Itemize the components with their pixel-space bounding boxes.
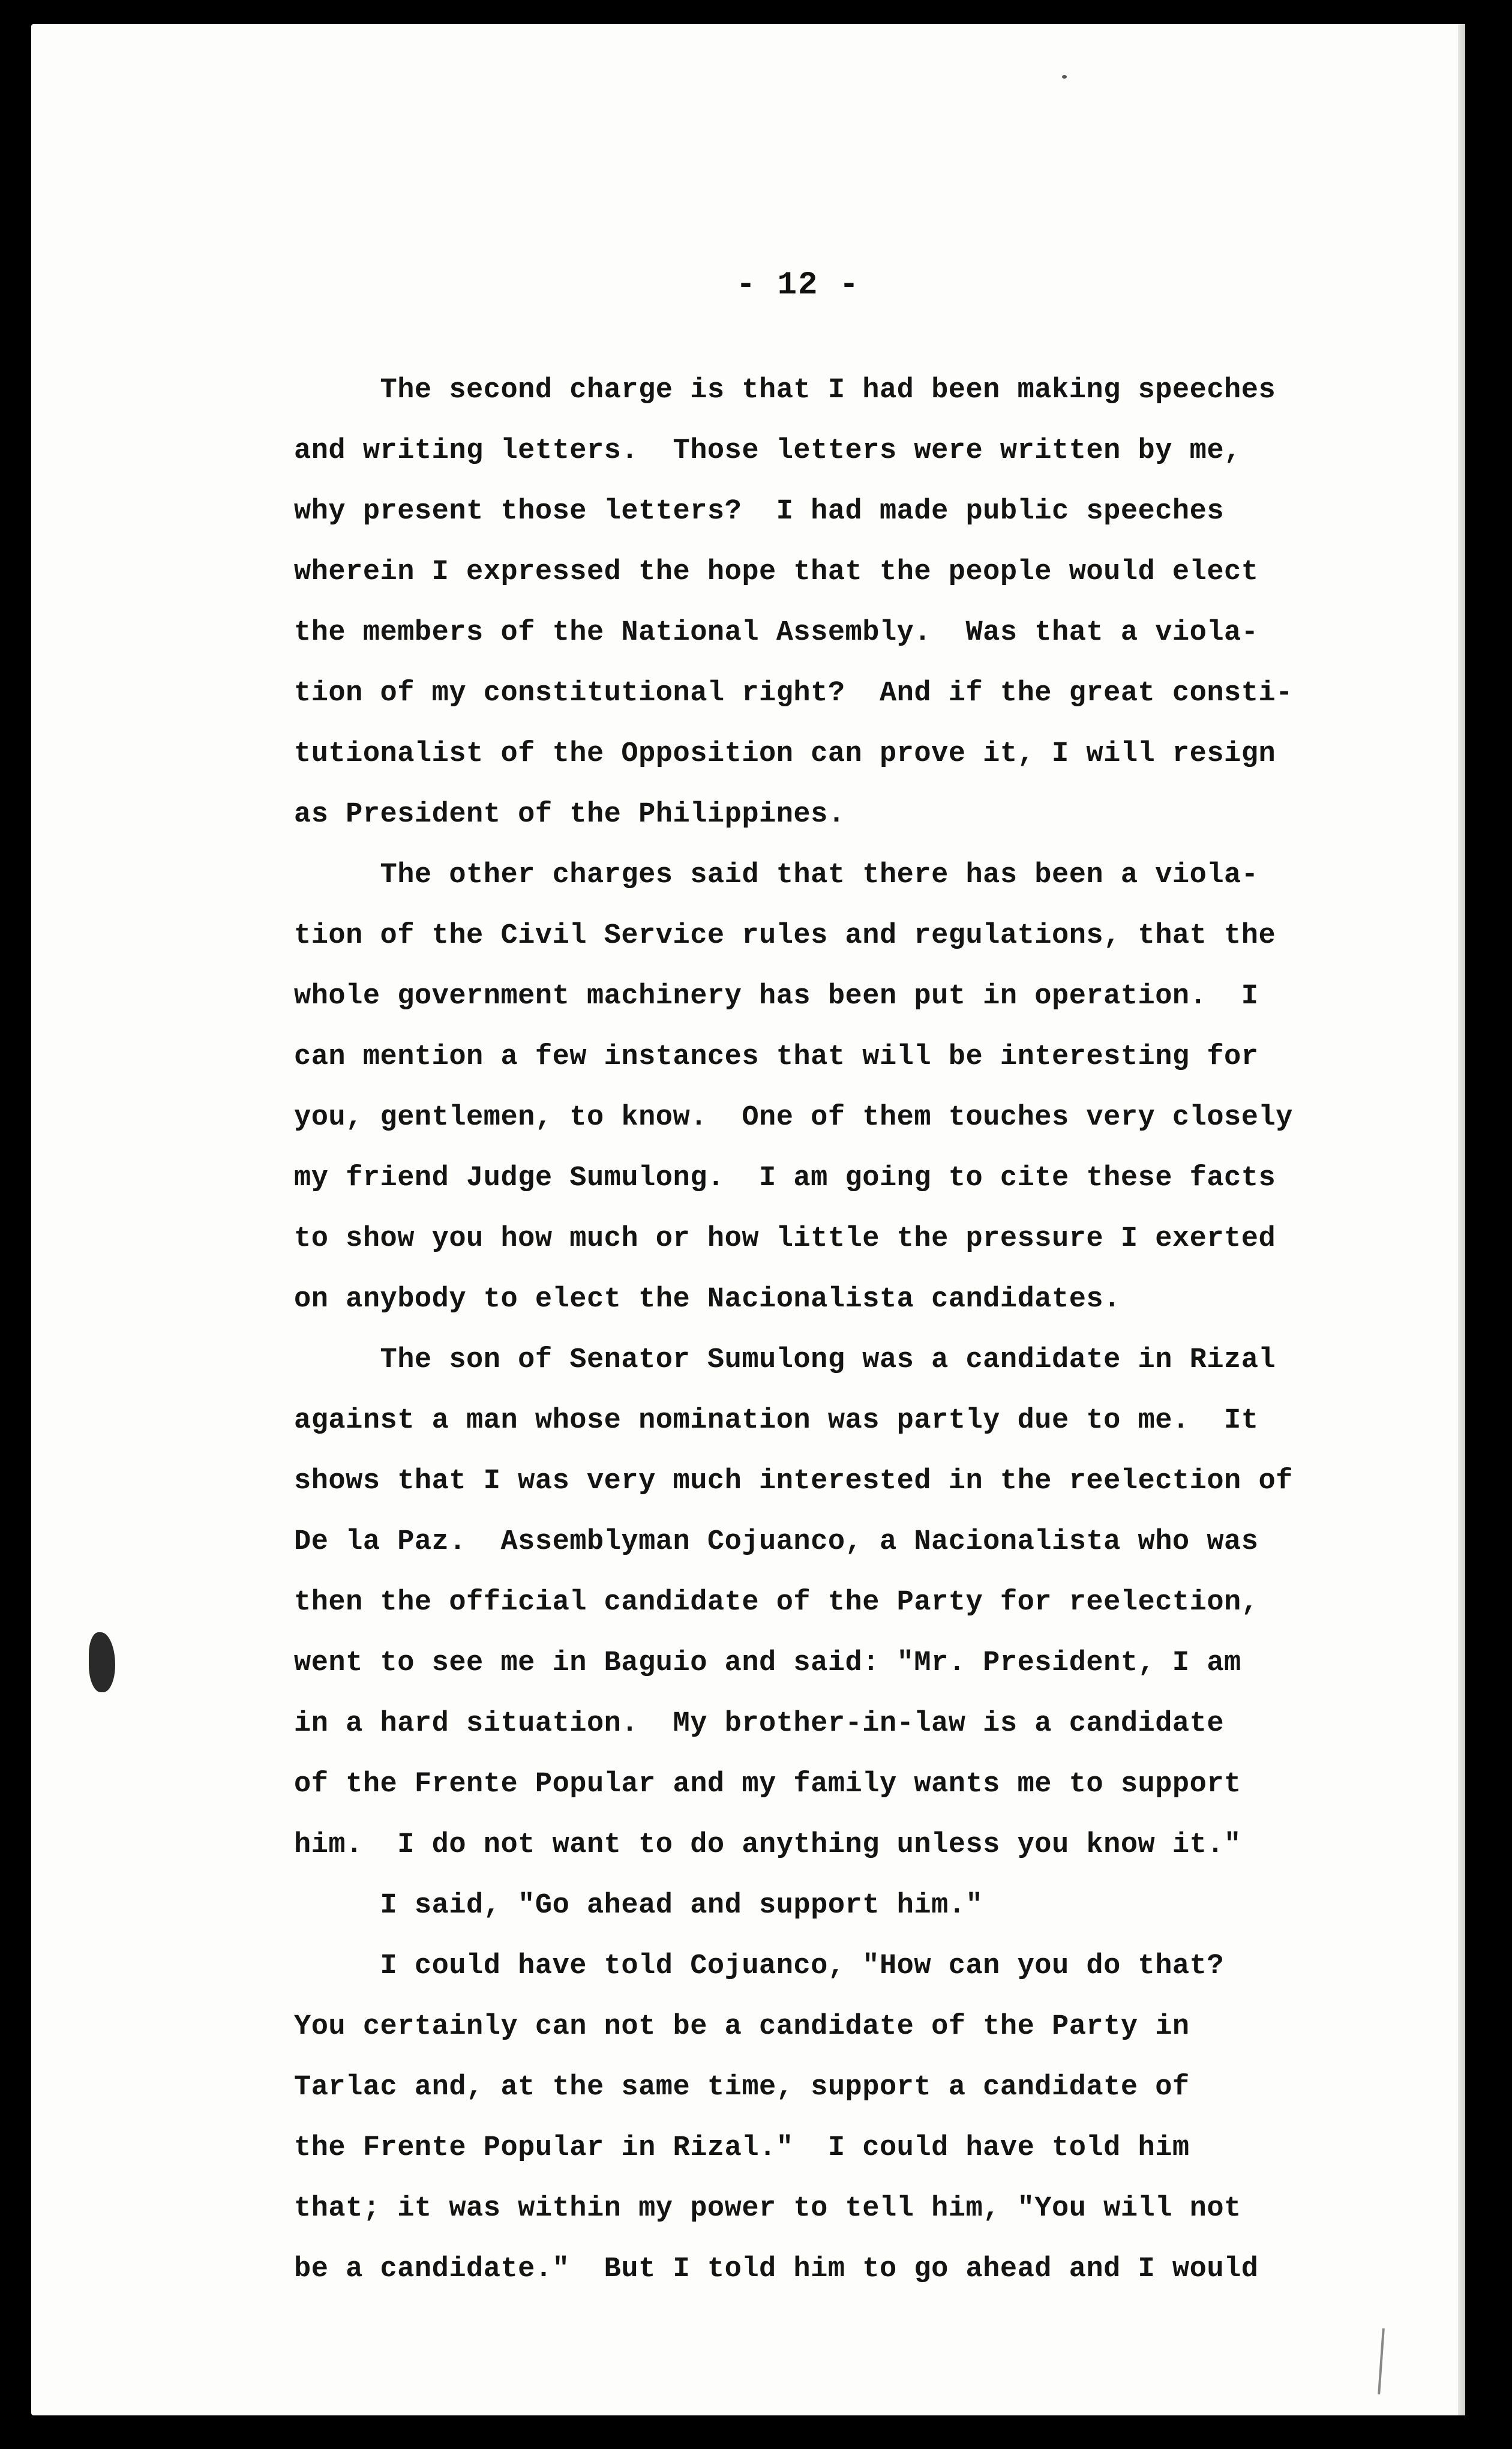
- page-edge-shadow: [1458, 24, 1465, 2415]
- text-line: against a man whose nomination was partly due to me. It: [294, 1405, 1259, 1437]
- text-line: went to see me in Baguio and said: "Mr. President, I am: [294, 1647, 1241, 1679]
- text-line: I could have told Cojuanco, "How can you do that?: [294, 1950, 1225, 1982]
- text-line: De la Paz. Assemblyman Cojuanco, a Nacionalista who was: [294, 1526, 1259, 1558]
- text-line: to show you how much or how little the pressure I exerted: [294, 1223, 1276, 1255]
- text-line: Tarlac and, at the same time, support a candidate of: [294, 2072, 1190, 2103]
- text-line: then the official candidate of the Party for reelection,: [294, 1587, 1259, 1618]
- text-line: why present those letters? I had made public speeches: [294, 496, 1225, 527]
- text-line: wherein I expressed the hope that the people would elect: [294, 556, 1259, 588]
- text-line: be a candidate." But I told him to go ahead and I would: [294, 2253, 1259, 2285]
- text-line: tion of the Civil Service rules and regulations, that the: [294, 920, 1276, 952]
- text-line: him. I do not want to do anything unless you know it.": [294, 1829, 1241, 1861]
- text-line: tutionalist of the Opposition can prove it, I will resign: [294, 738, 1276, 770]
- text-line: on anybody to elect the Nacionalista candidates.: [294, 1284, 1121, 1315]
- page-number: - 12 -: [736, 267, 860, 304]
- text-line: the Frente Popular in Rizal." I could have told him: [294, 2132, 1190, 2164]
- text-line: of the Frente Popular and my family wants me to support: [294, 1768, 1241, 1800]
- text-line: The second charge is that I had been making speeches: [294, 374, 1276, 406]
- text-line: in a hard situation. My brother-in-law is a candidate: [294, 1708, 1225, 1740]
- text-line: shows that I was very much interested in the reelection of: [294, 1465, 1293, 1497]
- text-line: and writing letters. Those letters were written by me,: [294, 435, 1241, 467]
- text-line: you, gentlemen, to know. One of them touches very closely: [294, 1102, 1293, 1134]
- text-line: can mention a few instances that will be interesting for: [294, 1041, 1259, 1073]
- text-line: tion of my constitutional right? And if the great consti-: [294, 678, 1293, 709]
- text-line: the members of the National Assembly. Was that a viola-: [294, 617, 1259, 649]
- text-line: as President of the Philippines.: [294, 799, 845, 831]
- text-line: I said, "Go ahead and support him.": [294, 1890, 983, 1922]
- text-line: that; it was within my power to tell him, "You will not: [294, 2193, 1241, 2225]
- ink-speck: [1062, 75, 1067, 79]
- text-line: whole government machinery has been put in operation. I: [294, 981, 1259, 1012]
- text-line: You certainly can not be a candidate of the Party in: [294, 2011, 1190, 2043]
- typewritten-body: [294, 360, 1374, 2300]
- text-line: The other charges said that there has been a viola-: [294, 859, 1259, 891]
- text-line: my friend Judge Sumulong. I am going to cite these facts: [294, 1162, 1276, 1194]
- text-line: The son of Senator Sumulong was a candidate in Rizal: [294, 1344, 1276, 1376]
